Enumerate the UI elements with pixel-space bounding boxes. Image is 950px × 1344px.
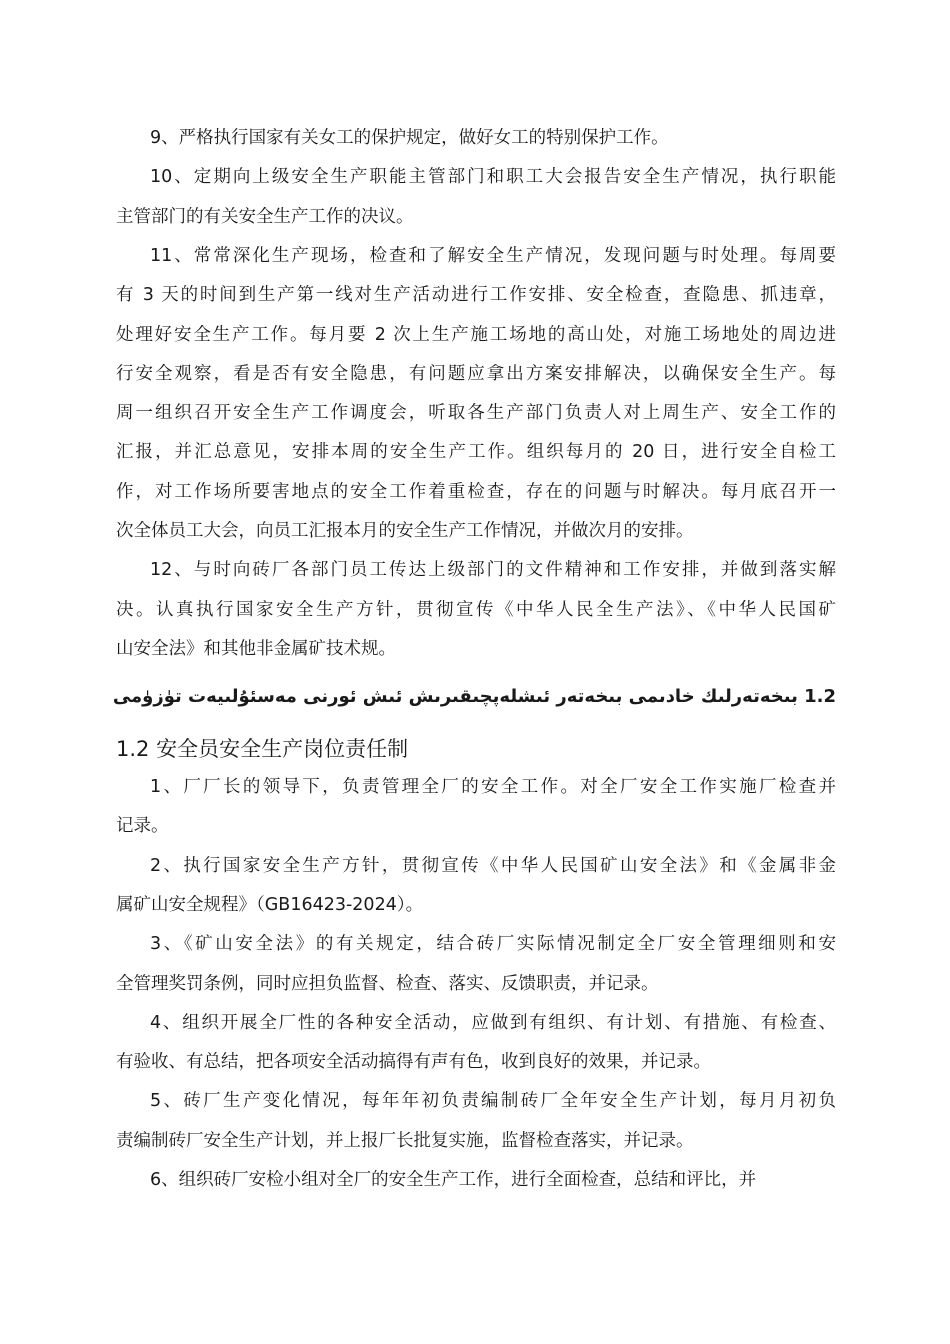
- paragraph-line: 记录。: [116, 816, 169, 837]
- paragraph-line: 1、厂厂长的领导下，负责管理全厂的安全工作。对全厂安全工作实施厂检查并: [150, 777, 836, 797]
- paragraph-line: 有验收、有总结，把各项安全活动搞得有声有色，收到良好的效果，并记录。: [116, 1052, 711, 1073]
- paragraph-line: 11、常常深化生产现场，检查和了解安全生产情况，发现问题与时处理。每周要: [150, 245, 836, 266]
- paragraph-line: 行安全观察，看是否有安全隐患，有问题应拿出方案安排解决，以确保安全生产。每: [116, 363, 836, 384]
- paragraph-line: 属矿山安全规程》（GB16423-2024）。: [116, 894, 424, 915]
- paragraph-line: 处理好安全生产工作。每月要 2 次上生产施工场地的高山处，对施工场地处的周边进: [116, 324, 836, 345]
- paragraph-line: 作，对工作场所要害地点的安全工作着重检查，存在的问题与时解决。每月底召开一: [116, 481, 836, 502]
- paragraph-line: 责编制砖厂安全生产计划，并上报厂长批复实施，监督检查落实，并记录。: [116, 1130, 694, 1151]
- paragraph-line: 4、组织开展全厂性的各种安全活动，应做到有组织、有计划、有措施、有检查、: [150, 1012, 836, 1033]
- paragraph-line: 12、与时向砖厂各部门员工传达上级部门的文件精神和工作安排，并做到落实解: [150, 560, 836, 581]
- paragraph-line: 主管部门的有关安全生产工作的决议。: [116, 206, 414, 227]
- paragraph-line: 汇报，并汇总意见，安排本周的安全生产工作。组织每月的 20 日，进行安全自检工: [116, 442, 836, 463]
- paragraph-line: 3、《矿山安全法》的有关规定，结合砖厂实际情况制定全厂安全管理细则和安: [150, 934, 836, 955]
- paragraph-line: 2、执行国家安全生产方针，贯彻宣传《中华人民国矿山安全法》和《金属非金: [150, 855, 836, 876]
- paragraph-line: 山安全法》和其他非金属矿技术规。: [116, 638, 396, 659]
- paragraph-line: 6、组织砖厂安检小组对全厂的安全生产工作，进行全面检查，总结和评比，并: [150, 1170, 757, 1190]
- paragraph-line: 周一组织召开安全生产工作调度会，听取各生产部门负责人对上周生产、安全工作的: [116, 403, 836, 424]
- paragraph-line: 全管理奖罚条例，同时应担负监督、检查、落实、反馈职责，并记录。: [116, 973, 659, 994]
- paragraph-line: 5、砖厂生产变化情况，每年年初负责编制砖厂全年安全生产计划，每月月初负: [150, 1091, 836, 1112]
- section-heading: 1.2 安全员安全生产岗位责任制: [116, 737, 409, 761]
- paragraph-line: 次全体员工大会，向员工汇报本月的安全生产工作情况，并做次月的安排。: [116, 521, 694, 541]
- paragraph-line: 有 3 天的时间到生产第一线对生产活动进行工作安排、安全检查，查隐患、抓违章，: [116, 285, 836, 306]
- paragraph-line: 决。认真执行国家安全生产方针，贯彻宣传《中华人民全生产法》、《中华人民国矿: [116, 599, 836, 620]
- paragraph-line: 10、定期向上级安全生产职能主管部门和职工大会报告安全生产情况，执行职能: [150, 167, 836, 188]
- paragraph-line: 9、严格执行国家有关女工的保护规定，做好女工的特别保护工作。: [150, 128, 669, 148]
- uyghur-section-heading: 1.2 بىخەتەرلىك خادىمى بىخەتەر ئىشلەپچىقىرىش ئىش ئورنى مەسئۇلىيەت تۈزۈمى: [112, 686, 836, 707]
